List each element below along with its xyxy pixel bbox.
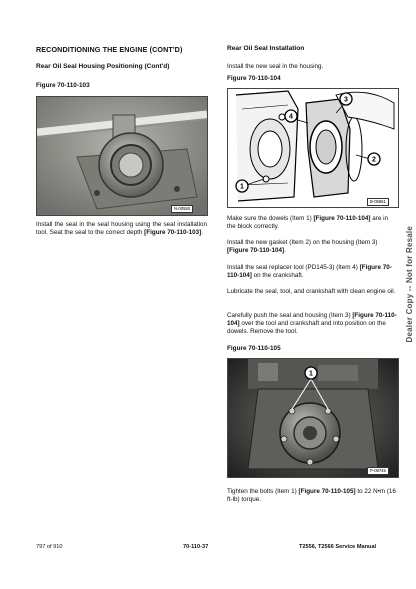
- callout-1: [236, 180, 248, 192]
- footer-page-count: 797 of 910: [36, 544, 63, 550]
- figure-104-caption: Figure 70-110-104: [227, 75, 281, 82]
- callout-4: [285, 110, 297, 122]
- step-1-text: [227, 215, 398, 231]
- figure-103-image-label: N-00550: [171, 205, 193, 213]
- figure-105-image-label: P-08745: [367, 467, 389, 475]
- svg-text:1: 1: [309, 370, 313, 378]
- final-step-end: to 22 N•m (16 ft-lb) torque.: [227, 488, 396, 503]
- step-1-plain: Make sure the dowels (Item 1): [227, 215, 314, 222]
- step-1-end: are in the block correctly.: [227, 215, 389, 230]
- callout-105-1: [305, 367, 317, 379]
- step-2-reference: [Figure 70-110-104]: [227, 247, 285, 254]
- step-5-text: [227, 312, 398, 336]
- step-4-plain: Lubricate the seal, tool, and crankshaft with clean engine oil.: [227, 288, 396, 295]
- step-3-plain: Install the seal replacer tool (PD145-3) (Item 4): [227, 264, 360, 271]
- right-intro-text: Install the new seal in the housing.: [227, 63, 324, 70]
- left-paragraph-end: .: [201, 229, 203, 236]
- figure-103-caption: Figure 70-110-103: [36, 82, 90, 89]
- engine-rear-photo: [228, 359, 398, 477]
- left-subsection-title: Rear Oil Seal Housing Positioning (Cont'd): [36, 63, 170, 70]
- step-3-text: [227, 264, 398, 280]
- callout-3: [340, 93, 352, 105]
- figure-104-image-label: B-05561: [367, 198, 389, 206]
- section-title: RECONDITIONING THE ENGINE (CONT'D): [36, 45, 183, 54]
- svg-text:1: 1: [240, 183, 244, 191]
- step-2-plain: Install the new gasket (Item 2) on the housing (Item 3): [227, 239, 378, 246]
- right-subsection-title: Rear Oil Seal Installation: [227, 45, 305, 52]
- figure-105-reference: [Figure 70-110-105]: [298, 488, 356, 495]
- step-3-end: on the crankshaft.: [251, 272, 304, 279]
- figure-104-image: [227, 88, 399, 208]
- step-5-plain: Carefully push the seal and housing (Item 3): [227, 312, 353, 319]
- step-4-text: [227, 288, 398, 296]
- step-2-end: .: [284, 247, 286, 254]
- seal-housing-diagram: [228, 89, 398, 207]
- callout-2: [368, 153, 380, 165]
- final-step-plain: Tighten the bolts (Item 1): [227, 488, 299, 495]
- seal-housing-tool-photo: [37, 97, 207, 215]
- step-2-text: [227, 239, 398, 255]
- step-1-reference: [Figure 70-110-104]: [313, 215, 371, 222]
- svg-text:2: 2: [372, 156, 376, 164]
- left-paragraph-text: Install the seal in the seal housing using the seal installation tool. Seat the seal to the correct depth: [36, 221, 207, 236]
- footer-page-number: 70-110-37: [183, 544, 209, 550]
- final-step-text: [227, 488, 398, 504]
- figure-105-caption: Figure 70-110-105: [227, 345, 281, 352]
- figure-105-image: [227, 358, 399, 478]
- step-5-reference: [Figure 70-110-104]: [227, 312, 397, 327]
- figure-103-reference: [Figure 70-110-103]: [144, 229, 202, 236]
- svg-text:3: 3: [344, 96, 348, 104]
- dealer-copy-watermark: Dealer Copy -- Not for Resale: [405, 226, 414, 343]
- footer-manual-title: T2556, T2566 Service Manual: [299, 544, 377, 550]
- step-3-reference: [Figure 70-110-104]: [227, 264, 392, 279]
- step-5-end: over the tool and crankshaft and into position on the dowels. Remove the tool.: [227, 320, 386, 335]
- figure-103-image: [36, 96, 208, 216]
- left-install-paragraph: [36, 221, 207, 237]
- svg-text:4: 4: [289, 113, 293, 121]
